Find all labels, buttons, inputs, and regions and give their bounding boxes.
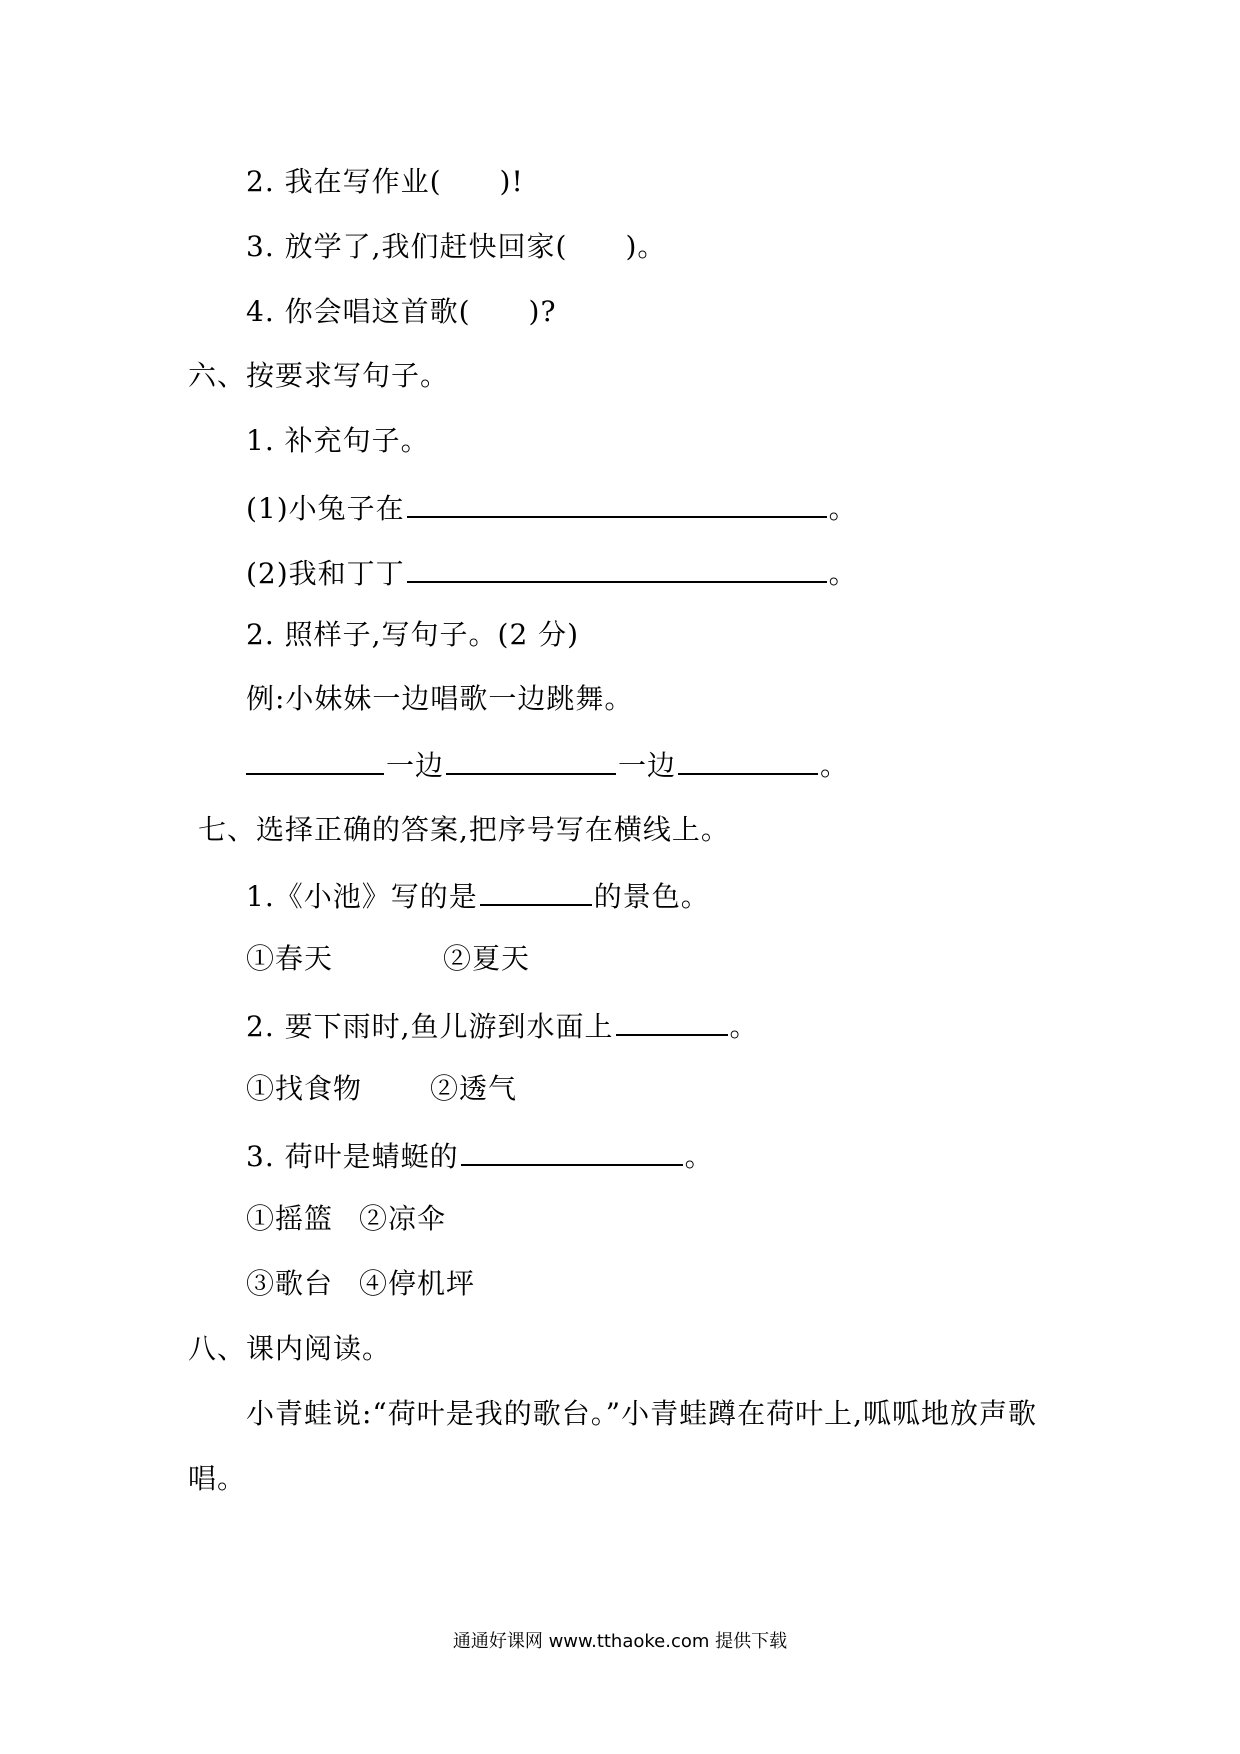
- reading-paragraph-line-1: 小青蛙说:“荷叶是我的歌台。”小青蛙蹲在荷叶上,呱呱地放声歌: [246, 1397, 1037, 1430]
- yibian-word: 一边: [618, 749, 677, 782]
- option-1: ①春天: [246, 942, 334, 975]
- sentence-1-prefix: (1)小兔子在: [246, 492, 405, 525]
- question-7-3-options-b: [246, 1266, 475, 1302]
- imitation-sentence: [246, 745, 849, 784]
- example-sentence: 例:小妹妹一边唱歌一边跳舞。: [246, 682, 634, 715]
- period: 。: [828, 492, 858, 525]
- option-2: ②夏天: [443, 942, 531, 975]
- period: 。: [684, 1140, 714, 1173]
- question-7-3-options-a: [246, 1201, 446, 1237]
- question-7-2-prefix: 2. 要下雨时,鱼儿游到水面上: [246, 1010, 614, 1043]
- period: 。: [729, 1010, 759, 1043]
- option-3: ③歌台: [246, 1267, 334, 1300]
- question-7-3: [246, 1136, 714, 1175]
- question-5-3: 3. 放学了,我们赶快回家( )。: [246, 230, 667, 263]
- section-6-sub2: 2. 照样子,写句子。(2 分): [246, 618, 580, 651]
- question-5-2: 2. 我在写作业( )!: [246, 165, 524, 198]
- question-7-1: [246, 876, 710, 915]
- sentence-2-prefix: (2)我和丁丁: [246, 557, 405, 590]
- option-2: ②透气: [430, 1072, 518, 1105]
- sentence-1: [246, 488, 858, 527]
- option-2: ②凉伞: [359, 1202, 447, 1235]
- yibian-word: 一边: [386, 749, 445, 782]
- sentence-2: [246, 553, 858, 592]
- question-7-1-options: [246, 941, 530, 977]
- section-6-sub1: 1. 补充句子。: [246, 424, 430, 457]
- question-7-1-suffix: 的景色。: [593, 880, 710, 913]
- section-8-title: 八、课内阅读。: [188, 1332, 392, 1365]
- option-1: ①找食物: [246, 1072, 363, 1105]
- answer-blank[interactable]: [461, 1136, 683, 1166]
- period: 。: [828, 557, 858, 590]
- reading-paragraph-line-2: 唱。: [188, 1462, 247, 1495]
- section-7-title: 七、选择正确的答案,把序号写在横线上。: [198, 813, 730, 846]
- period: 。: [820, 749, 850, 782]
- answer-blank[interactable]: [246, 745, 384, 775]
- section-6-title: 六、按要求写句子。: [188, 359, 450, 392]
- answer-blank[interactable]: [407, 553, 827, 583]
- answer-blank[interactable]: [678, 745, 818, 775]
- question-7-3-prefix: 3. 荷叶是蜻蜓的: [246, 1140, 459, 1173]
- answer-blank[interactable]: [407, 488, 827, 518]
- footer-credit: 通通好课网 www.tthaoke.com 提供下载: [452, 1631, 788, 1652]
- answer-blank[interactable]: [446, 745, 616, 775]
- question-5-4: 4. 你会唱这首歌( )?: [246, 295, 557, 328]
- question-7-2: [246, 1006, 759, 1045]
- question-7-2-options: [246, 1071, 517, 1107]
- answer-blank[interactable]: [480, 876, 592, 906]
- answer-blank[interactable]: [616, 1006, 728, 1036]
- question-7-1-prefix: 1.《小池》写的是: [246, 880, 478, 913]
- option-1: ①摇篮: [246, 1202, 334, 1235]
- option-4: ④停机坪: [359, 1267, 476, 1300]
